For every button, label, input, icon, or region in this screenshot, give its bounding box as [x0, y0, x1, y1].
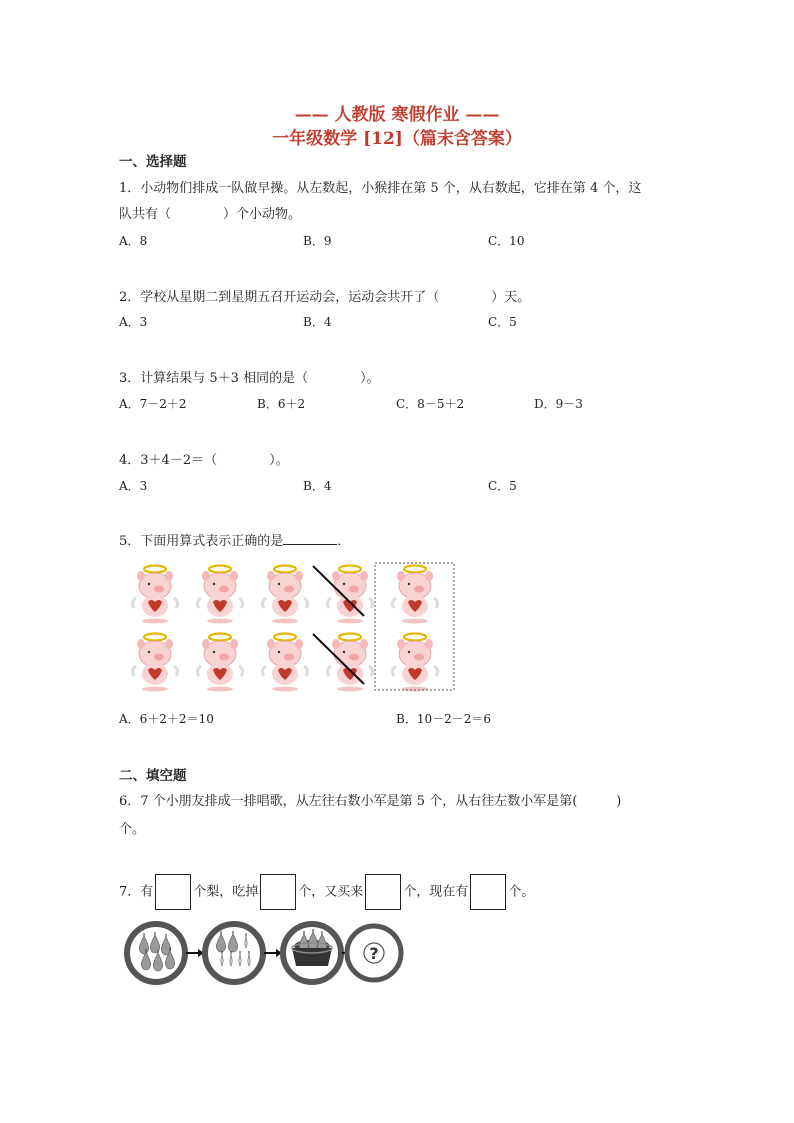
q7-answer-box-1[interactable] — [155, 874, 191, 910]
q4-option-a[interactable]: A．3 — [119, 479, 148, 493]
pig-row-1 — [132, 566, 437, 624]
q3-option-a[interactable]: A．7－2＋2 — [119, 397, 187, 411]
pear-sequence-svg — [122, 916, 407, 988]
title-line-1: —— 人教版 寒假作业 —— — [294, 105, 500, 125]
q3-option-b[interactable]: B．6＋2 — [257, 397, 306, 411]
title-line-2: 一年级数学 [12]（篇末含答案） — [272, 129, 522, 149]
q7-answer-box-4[interactable] — [470, 874, 506, 910]
section-fill-heading: 二、填空题 — [119, 768, 187, 784]
q2-text: 2．学校从星期二到星期五召开运动会，运动会共开了（ ）天。 — [119, 290, 531, 305]
q7-part-3: 个，又买来 — [298, 884, 364, 900]
q1-text-line1: 1．小动物们排成一队做早操。从左数起，小猴排在第 5 个，从右数起，它排在第 4 个，这 — [119, 181, 642, 196]
pear-circle-2 — [205, 924, 263, 982]
q5-text — [119, 530, 350, 549]
q1-text-line2: 队共有（ ）个小动物。 — [119, 207, 302, 222]
arrow-icon-1 — [186, 949, 204, 957]
q5-answer-blank[interactable] — [283, 543, 337, 545]
q7-part-4: 个，现在有 — [403, 884, 469, 900]
pig-grid-svg — [126, 560, 456, 694]
arrow-icon-2 — [264, 949, 282, 957]
q3-text: 3．计算结果与 5＋3 相同的是（ ）。 — [119, 371, 380, 386]
q2-option-a[interactable]: A．3 — [119, 315, 148, 329]
q6-text-line2: 个。 — [119, 822, 146, 837]
q5-period: ． — [337, 534, 351, 549]
pig-row-2 — [132, 634, 437, 692]
pear-circle-4 — [347, 926, 401, 980]
pear-picture — [122, 916, 407, 988]
q4-option-b[interactable]: B．4 — [303, 479, 332, 493]
q7-part-2: 个梨，吃掉 — [193, 884, 259, 900]
question-mark-icon: ? — [369, 944, 379, 963]
q1-option-b[interactable]: B．9 — [303, 234, 332, 248]
q7-part-1: 7．有 — [119, 884, 154, 900]
q1-option-c[interactable]: C．10 — [488, 234, 525, 248]
q1-option-a[interactable]: A．8 — [119, 234, 148, 248]
q5-option-b[interactable]: B．10－2－2＝6 — [396, 712, 491, 726]
q5-option-a[interactable]: A．6＋2＋2＝10 — [119, 712, 214, 726]
q5-prompt: 5．下面用算式表示正确的是 — [119, 534, 284, 549]
q3-option-c[interactable]: C．8－5＋2 — [396, 397, 465, 411]
section-choice-heading: 一、选择题 — [119, 154, 187, 170]
q2-option-b[interactable]: B．4 — [303, 315, 332, 329]
q4-option-c[interactable]: C．5 — [488, 479, 517, 493]
q6-text-line1: 6．7 个小朋友排成一排唱歌，从左往右数小军是第 5 个，从右往左数小军是第( ) — [119, 794, 622, 809]
q7-answer-box-3[interactable] — [365, 874, 401, 910]
q3-option-d[interactable]: D．9－3 — [534, 397, 583, 411]
pear-circle-1 — [127, 924, 185, 982]
pear-circle-3 — [283, 924, 341, 982]
q2-option-c[interactable]: C．5 — [488, 315, 517, 329]
q4-text: 4．3＋4－2＝（ ）。 — [119, 453, 289, 468]
q7-answer-box-2[interactable] — [260, 874, 296, 910]
pig-picture — [126, 560, 456, 694]
q7-part-5: 个。 — [508, 884, 535, 900]
q7-text — [119, 874, 534, 911]
